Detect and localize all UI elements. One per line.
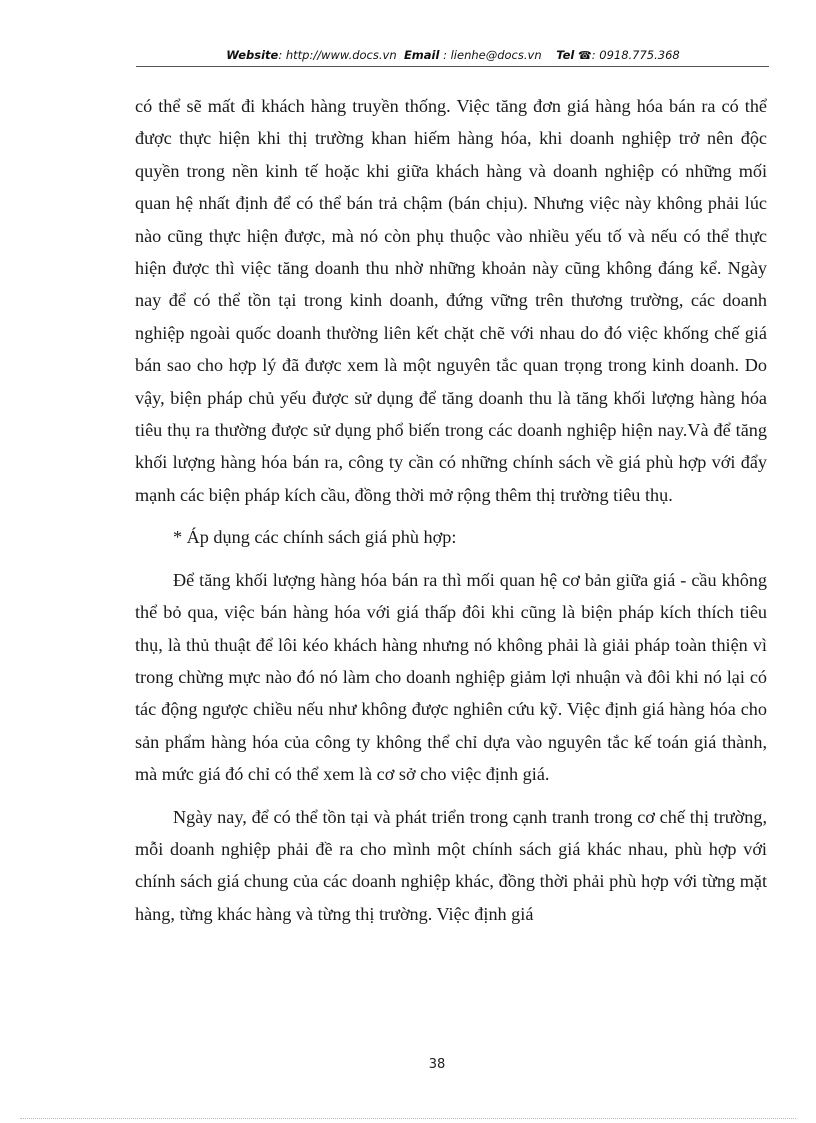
website-label: Website <box>226 48 279 62</box>
page-header <box>138 48 768 62</box>
paragraph-continuation: có thể sẽ mất đi khách hàng truyền thống. Việc tăng đơn giá hàng hóa bán ra có thể được thực hiện khi thị trường khan hiếm hàng hóa, khi doanh nghiệp trở nên độc quyền trong nền kinh tế hoặc khi giữa khách hàng và doanh nghiệp có những mối quan hệ nhất định để có thể bán trả chậm (bán chịu). Nhưng việc này không phải lúc nào cũng thực hiện được, mà nó còn phụ thuộc vào nhiều yếu tố và nếu có thể thực hiện được thì việc tăng doanh thu nhờ những khoản này cũng không đáng kể. Ngày nay để có thể tồn tại trong kinh doanh, đứng vững trên thương trường, các doanh nghiệp ngoài quốc doanh thường liên kết chặt chẽ với nhau do đó việc khống chế giá bán sao cho hợp lý đã được xem là một nguyên tắc quan trọng trong kinh doanh. Do vậy, biện pháp chủ yếu được sử dụng để tăng doanh thu là tăng khối lượng hàng hóa tiêu thụ ra thường được sử dụng phổ biến trong các doanh nghiệp hiện nay.Và để tăng khối lượng hàng hóa bán ra, công ty cần có những chính sách về giá phù hợp với đẩy mạnh các biện pháp kích cầu, đồng thời mở rộng thêm thị trường tiêu thụ. <box>135 96 767 505</box>
page-number: 38 <box>428 1057 446 1072</box>
paragraph-bullet-heading: * Áp dụng các chính sách giá phù hợp: <box>173 527 457 548</box>
email-label: Email <box>403 48 440 62</box>
telephone-icon: ☎ <box>578 49 592 62</box>
paragraph-price-demand: Để tăng khối lượng hàng hóa bán ra thì mối quan hệ cơ bản giữa giá - cầu không thể bỏ qua, việc bán hàng hóa với giá thấp đôi khi cũng là biện pháp kích thích tiêu thụ, là thủ thuật để lôi kéo khách hàng nhưng nó không phải là giải pháp toàn thiện vì trong chừng mực nào đó nó làm cho doanh nghiệp giảm lợi nhuận và đôi khi nó lại có tác động ngược chiều nếu như không được nghiên cứu kỹ. Việc định giá hàng hóa cho sản phẩm hàng hóa của công ty không thể chỉ dựa vào nguyên tắc kế toán giá thành, mà mức giá đó chỉ có thể xem là cơ sở cho việc định giá. <box>135 569 767 785</box>
page-bottom-border <box>20 1118 796 1119</box>
email-value: : lienhe@docs.vn <box>439 48 542 62</box>
paragraph-pricing-policy: Ngày nay, để có thể tồn tại và phát triển trong cạnh tranh trong cơ chế thị trường, mỗi doanh nghiệp phải đề ra cho mình một chính sách giá khác nhau, phù hợp với chính sách giá chung của các doanh nghiệp khác, đồng thời phải phù hợp với từng mặt hàng, từng khác hàng và từng thị trường. Việc định giá <box>135 806 767 924</box>
document-body <box>135 90 767 930</box>
website-value: : http://www.docs.vn <box>278 48 397 62</box>
tel-label: Tel <box>556 48 575 62</box>
tel-value: : 0918.775.368 <box>591 48 680 62</box>
header-divider <box>136 66 769 67</box>
